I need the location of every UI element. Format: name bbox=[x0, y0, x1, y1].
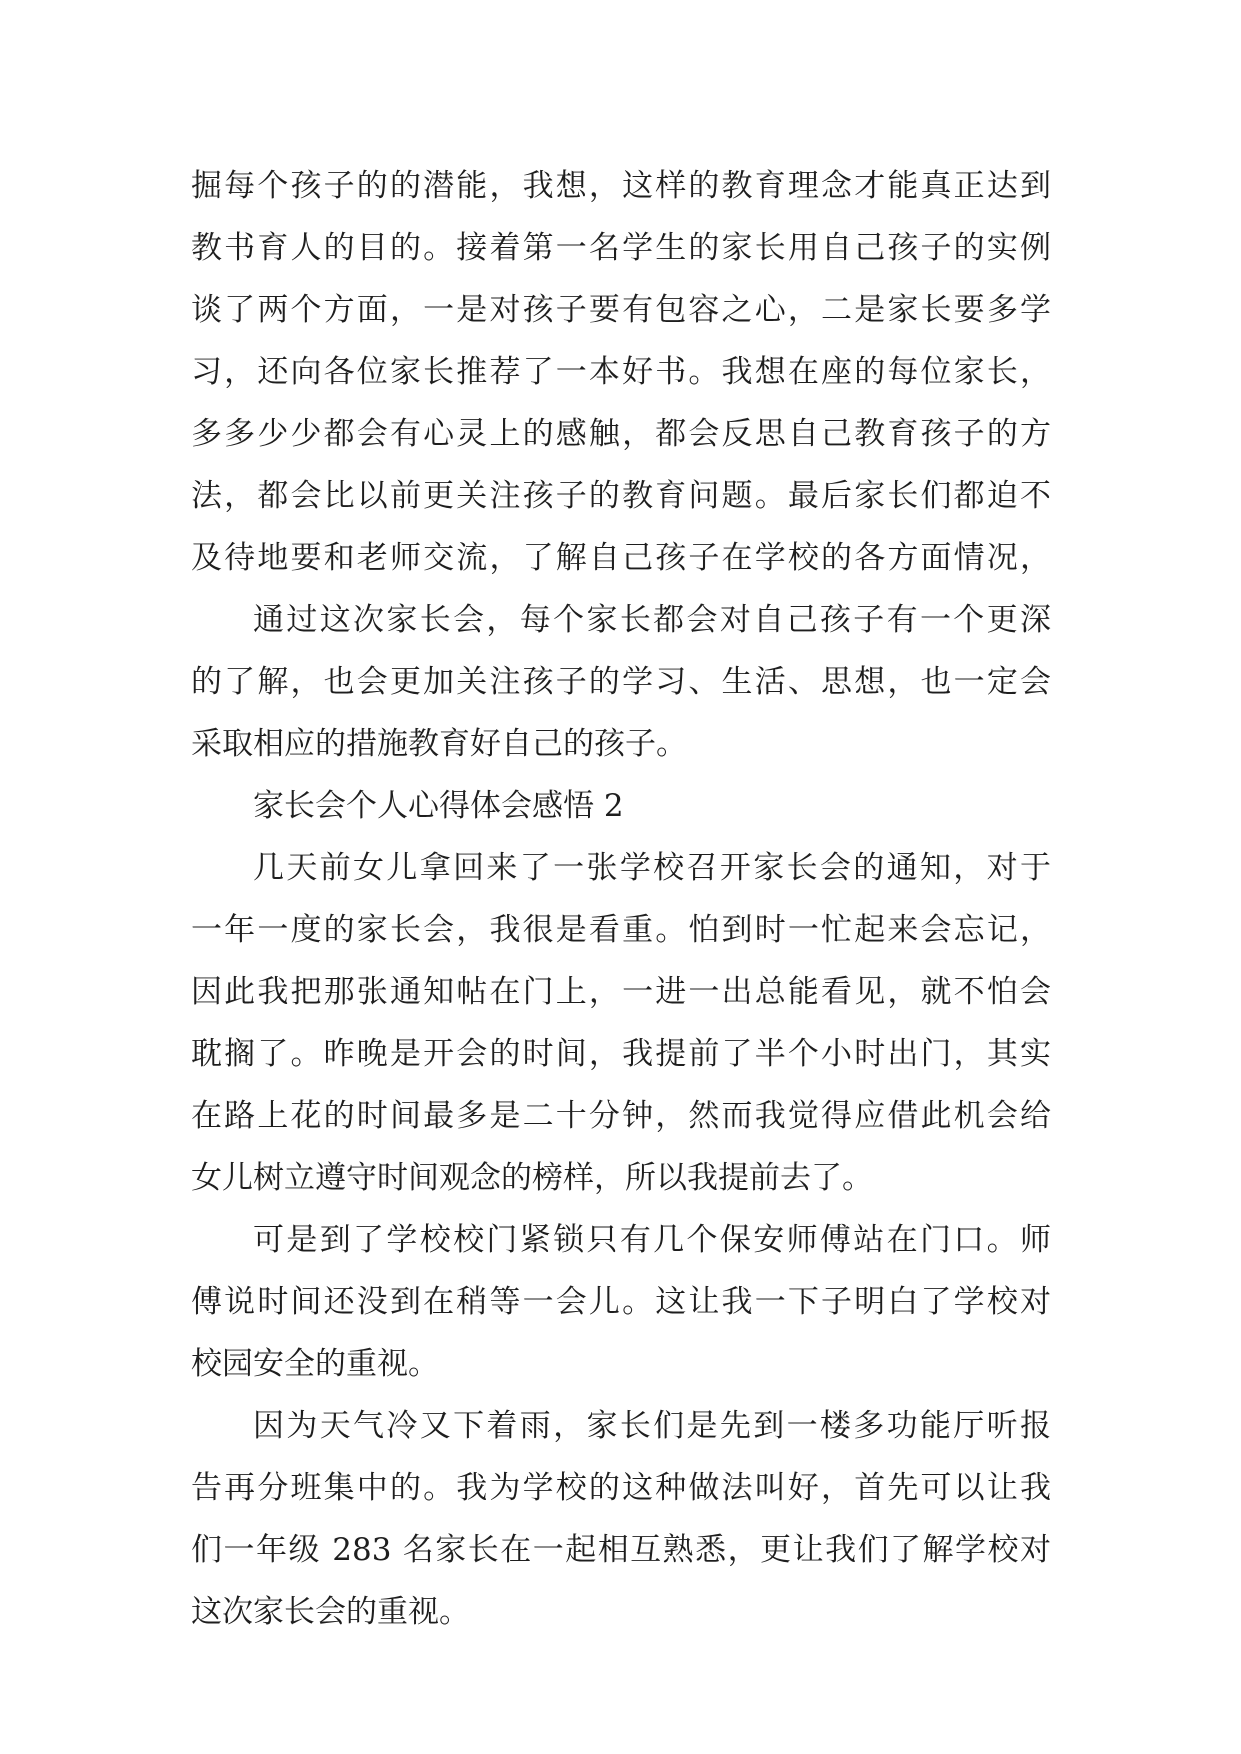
text-line: 耽搁了。昨晚是开会的时间，我提前了半个小时出门，其实 bbox=[191, 1036, 1051, 1072]
text-line: 几天前女儿拿回来了一张学校召开家长会的通知，对于 bbox=[253, 850, 1051, 886]
text-line: 一年一度的家长会，我很是看重。怕到时一忙起来会忘记， bbox=[191, 912, 1051, 948]
text-line: 教书育人的目的。接着第一名学生的家长用自己孩子的实例 bbox=[191, 230, 1051, 266]
text-line: 因此我把那张通知帖在门上，一进一出总能看见，就不怕会 bbox=[191, 974, 1051, 1010]
text-line: 家长会个人心得体会感悟 2 bbox=[253, 788, 624, 824]
text-line: 可是到了学校校门紧锁只有几个保安师傅站在门口。师 bbox=[253, 1222, 1051, 1258]
text-line: 这次家长会的重视。 bbox=[191, 1594, 470, 1630]
text-line: 法，都会比以前更关注孩子的教育问题。最后家长们都迫不 bbox=[191, 478, 1051, 514]
text-line: 谈了两个方面，一是对孩子要有包容之心，二是家长要多学 bbox=[191, 292, 1051, 328]
text-line: 的了解，也会更加关注孩子的学习、生活、思想，也一定会 bbox=[191, 664, 1051, 700]
text-line: 通过这次家长会，每个家长都会对自己孩子有一个更深 bbox=[253, 602, 1051, 638]
text-line: 因为天气冷又下着雨，家长们是先到一楼多功能厅听报 bbox=[253, 1408, 1051, 1444]
text-line: 们一年级 283 名家长在一起相互熟悉，更让我们了解学校对 bbox=[191, 1532, 1051, 1568]
text-line: 习，还向各位家长推荐了一本好书。我想在座的每位家长， bbox=[191, 354, 1051, 390]
text-line: 告再分班集中的。我为学校的这种做法叫好，首先可以让我 bbox=[191, 1470, 1051, 1506]
text-line: 及待地要和老师交流，了解自己孩子在学校的各方面情况， bbox=[191, 540, 1051, 576]
text-line: 多多少少都会有心灵上的感触，都会反思自己教育孩子的方 bbox=[191, 416, 1051, 452]
text-line: 采取相应的措施教育好自己的孩子。 bbox=[191, 726, 687, 762]
text-line: 女儿树立遵守时间观念的榜样，所以我提前去了。 bbox=[191, 1160, 873, 1196]
text-line: 掘每个孩子的的潜能，我想，这样的教育理念才能真正达到 bbox=[191, 168, 1051, 204]
text-line: 校园安全的重视。 bbox=[191, 1346, 439, 1382]
text-line: 傅说时间还没到在稍等一会儿。这让我一下子明白了学校对 bbox=[191, 1284, 1051, 1320]
text-line: 在路上花的时间最多是二十分钟，然而我觉得应借此机会给 bbox=[191, 1098, 1051, 1134]
document-body bbox=[191, 155, 1051, 1643]
